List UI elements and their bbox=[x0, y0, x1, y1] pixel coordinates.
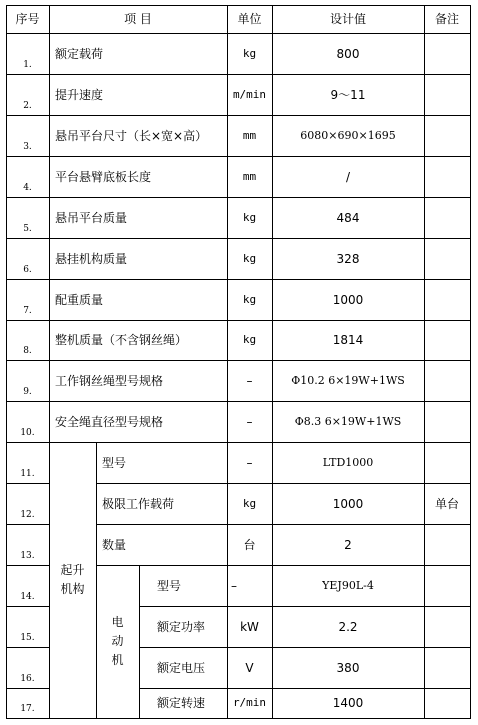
row-number: 11. bbox=[20, 469, 35, 479]
row-value: Φ8.3 6×19W+1WS bbox=[294, 414, 402, 428]
row-unit: kg bbox=[242, 46, 257, 60]
row-item: 额定转速 bbox=[157, 696, 206, 710]
row-remark bbox=[424, 33, 470, 74]
group-hoist-mechanism-text: 起升 bbox=[60, 563, 85, 577]
row-number: 16. bbox=[20, 674, 35, 684]
table-rule bbox=[6, 320, 471, 321]
table-rule bbox=[96, 442, 97, 719]
header-item: 项 目 bbox=[124, 12, 152, 26]
row-item: 整机质量（不含钢丝绳） bbox=[55, 333, 188, 347]
table-rule bbox=[6, 565, 50, 566]
table-rule bbox=[49, 5, 50, 719]
row-item: 配重质量 bbox=[55, 292, 104, 307]
row-remark bbox=[424, 401, 470, 442]
table-rule bbox=[6, 33, 471, 34]
row-value: Φ10.2 6×19W+1WS bbox=[291, 373, 405, 387]
table-rule bbox=[139, 606, 471, 607]
row-value: 9～11 bbox=[330, 87, 366, 102]
row-remark bbox=[424, 360, 470, 401]
row-value: 484 bbox=[336, 210, 360, 225]
row-unit: – bbox=[246, 373, 253, 388]
table-top-rule bbox=[6, 5, 471, 6]
row-unit: mm bbox=[242, 169, 257, 183]
row-item: 额定载荷 bbox=[55, 46, 104, 61]
row-item: 安全绳直径型号规格 bbox=[55, 414, 164, 429]
table-right-rule bbox=[470, 5, 471, 719]
row-value: 2.2 bbox=[338, 619, 358, 634]
row-unit: kg bbox=[242, 292, 257, 306]
row-unit: r/min bbox=[232, 696, 267, 709]
group-motor bbox=[96, 565, 139, 718]
row-remark bbox=[424, 156, 470, 197]
table-rule bbox=[272, 5, 273, 719]
header-unit: 单位 bbox=[237, 12, 262, 26]
header-remark: 备注 bbox=[434, 12, 459, 26]
row-number: 12. bbox=[20, 510, 35, 520]
row-item: 工作钢丝绳型号规格 bbox=[55, 373, 164, 388]
row-number: 14. bbox=[20, 592, 35, 602]
row-remark bbox=[424, 442, 470, 483]
row-number: 6. bbox=[23, 265, 32, 275]
row-remark bbox=[424, 606, 470, 647]
row-number: 5. bbox=[23, 224, 32, 234]
row-remark bbox=[424, 565, 470, 606]
row-remark bbox=[424, 238, 470, 279]
row-value: 2 bbox=[344, 537, 352, 552]
row-item: 悬吊平台尺寸（长×宽×高） bbox=[55, 128, 208, 143]
row-item: 极限工作载荷 bbox=[102, 496, 175, 511]
row-value: 1400 bbox=[332, 696, 364, 710]
row-unit: kW bbox=[240, 619, 259, 634]
row-remark bbox=[424, 279, 470, 320]
table-rule bbox=[6, 442, 471, 443]
row-unit: kg bbox=[242, 333, 257, 346]
table-rule bbox=[6, 156, 471, 157]
table-rule bbox=[6, 197, 471, 198]
row-value: 328 bbox=[336, 251, 360, 266]
row-value: 380 bbox=[336, 660, 360, 675]
row-unit: – bbox=[231, 578, 237, 593]
row-remark bbox=[424, 320, 470, 360]
row-value: 800 bbox=[336, 46, 360, 61]
row-remark bbox=[424, 647, 470, 688]
row-unit: m/min bbox=[232, 87, 267, 101]
row-number: 8. bbox=[23, 346, 32, 356]
table-rule bbox=[227, 5, 228, 719]
table-rule bbox=[96, 565, 471, 566]
row-item: 额定功率 bbox=[157, 619, 206, 634]
row-item: 型号 bbox=[157, 578, 182, 593]
table-rule bbox=[424, 5, 425, 719]
table-rule bbox=[6, 401, 471, 402]
row-number: 9. bbox=[23, 387, 32, 397]
row-number: 17. bbox=[20, 704, 35, 714]
table-rule bbox=[139, 688, 471, 689]
row-value: YEJ90L-4 bbox=[322, 578, 374, 592]
table-rule bbox=[6, 688, 50, 689]
group-hoist-mechanism-text: 机构 bbox=[60, 582, 85, 596]
row-number: 1. bbox=[23, 60, 32, 70]
row-unit: V bbox=[245, 660, 254, 675]
row-unit: kg bbox=[242, 251, 257, 265]
header-seq: 序号 bbox=[15, 12, 40, 26]
header-value: 设计值 bbox=[329, 12, 366, 26]
row-value: 1000 bbox=[332, 292, 364, 307]
row-value: LTD1000 bbox=[322, 455, 374, 469]
table-rule bbox=[96, 483, 471, 484]
row-unit: – bbox=[246, 414, 253, 429]
row-number: 3. bbox=[23, 142, 32, 152]
row-value: 1000 bbox=[332, 496, 364, 511]
table-rule bbox=[139, 647, 471, 648]
table-rule bbox=[139, 565, 140, 719]
table-rule bbox=[6, 360, 471, 361]
row-number: 13. bbox=[20, 551, 35, 561]
group-hoist-mechanism bbox=[49, 442, 96, 718]
table-rule bbox=[6, 238, 471, 239]
table-left-rule bbox=[6, 5, 7, 719]
row-remark bbox=[424, 524, 470, 565]
table-rule bbox=[6, 279, 471, 280]
table-bottom-rule bbox=[6, 718, 471, 719]
row-item: 悬挂机构质量 bbox=[55, 251, 128, 266]
row-item: 数量 bbox=[102, 537, 127, 552]
table-rule bbox=[6, 524, 50, 525]
group-motor-text: 动 bbox=[111, 634, 124, 648]
row-number: 4. bbox=[23, 183, 32, 193]
group-motor-text: 电 bbox=[111, 615, 124, 629]
row-remark: 单台 bbox=[434, 496, 459, 511]
group-motor-text: 机 bbox=[111, 653, 124, 667]
table-rule bbox=[96, 524, 471, 525]
row-unit: – bbox=[246, 455, 253, 470]
row-item: 提升速度 bbox=[55, 87, 104, 102]
row-number: 10. bbox=[20, 428, 35, 438]
row-number: 15. bbox=[20, 633, 35, 643]
row-number: 7. bbox=[23, 306, 32, 316]
row-item: 额定电压 bbox=[157, 660, 206, 675]
row-remark bbox=[424, 688, 470, 718]
row-remark bbox=[424, 197, 470, 238]
row-value: 1814 bbox=[332, 333, 364, 347]
row-remark bbox=[424, 74, 470, 115]
row-unit: 台 bbox=[243, 537, 256, 552]
row-remark bbox=[424, 115, 470, 156]
row-item: 平台悬臂底板长度 bbox=[55, 169, 152, 184]
row-number: 2. bbox=[23, 101, 32, 111]
row-unit: kg bbox=[242, 210, 257, 224]
row-item: 悬吊平台质量 bbox=[55, 210, 128, 225]
table-rule bbox=[6, 115, 471, 116]
row-unit: kg bbox=[242, 496, 257, 510]
table-rule bbox=[6, 483, 50, 484]
table-rule bbox=[6, 74, 471, 75]
table-rule bbox=[6, 647, 50, 648]
table-rule bbox=[6, 606, 50, 607]
row-value: / bbox=[345, 169, 351, 184]
row-item: 型号 bbox=[102, 455, 127, 470]
row-unit: mm bbox=[242, 128, 257, 142]
row-value: 6080×690×1695 bbox=[300, 128, 396, 142]
